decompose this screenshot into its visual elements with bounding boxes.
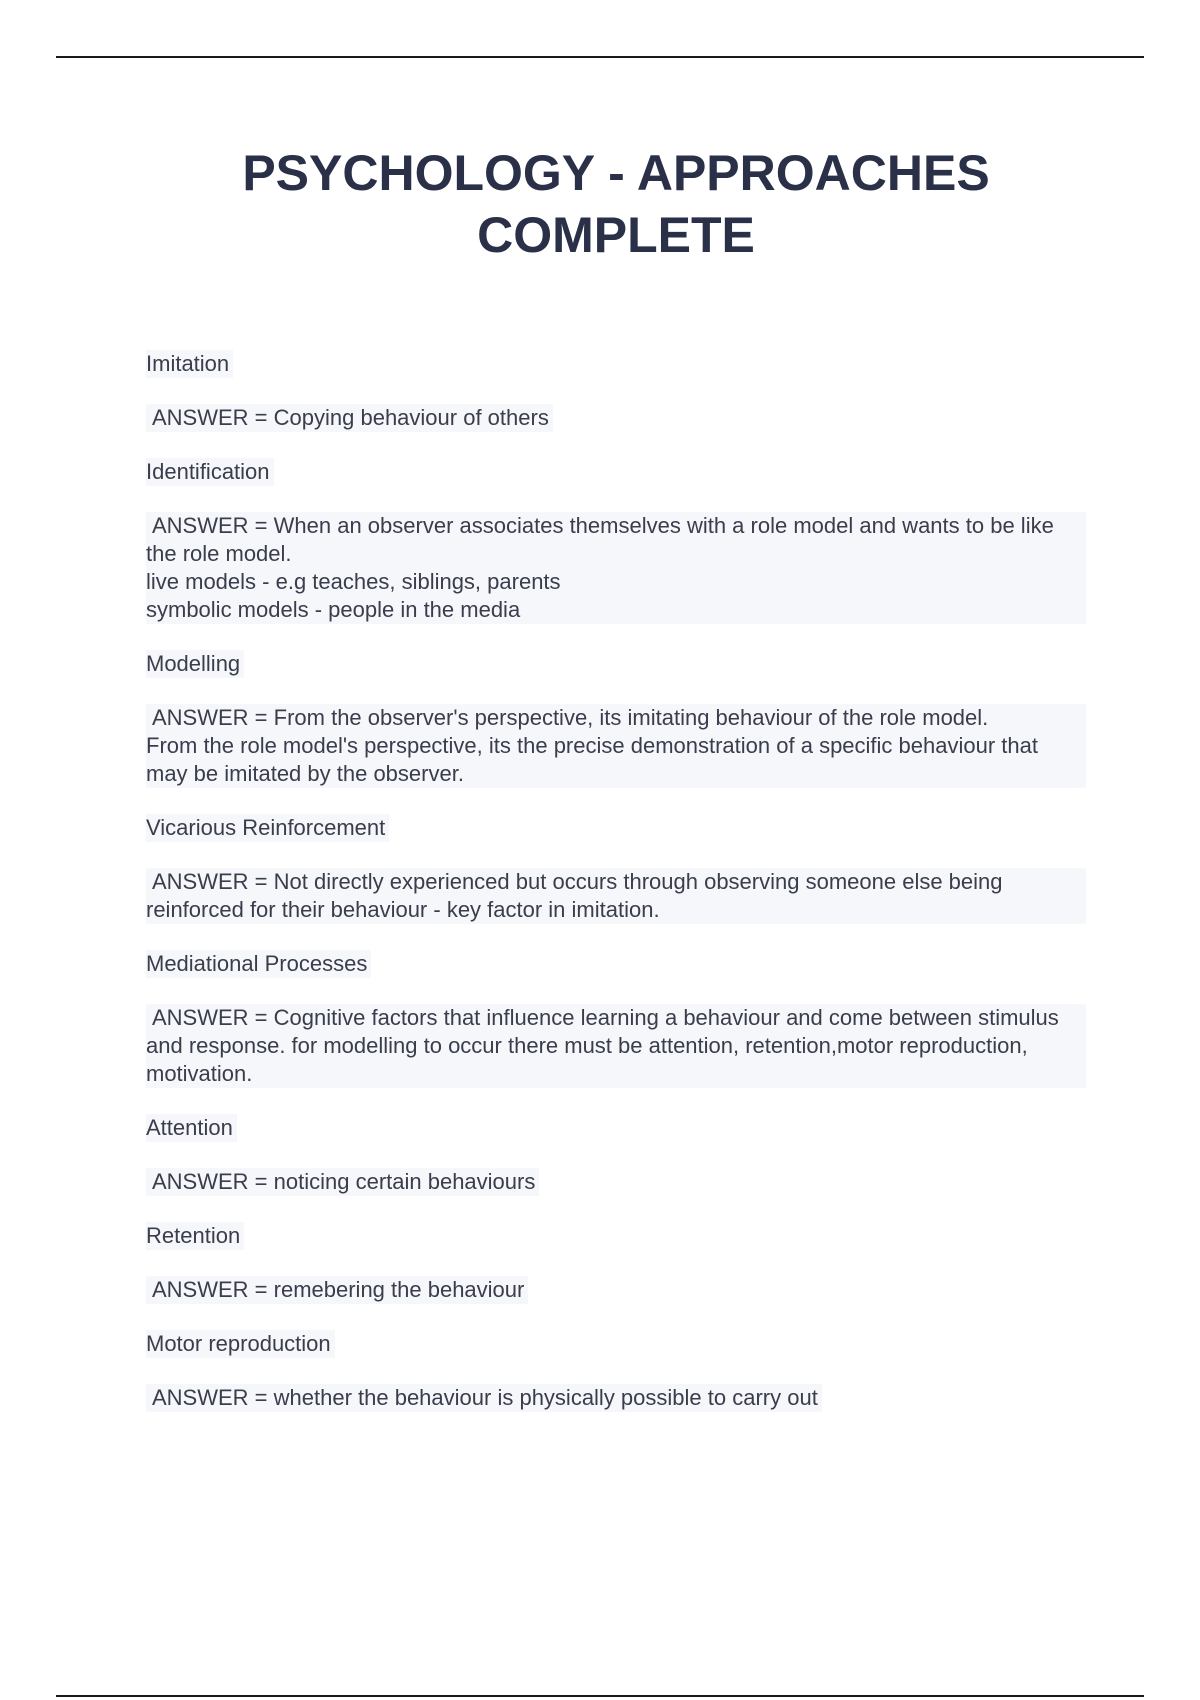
bottom-rule — [56, 1695, 1144, 1697]
answer-text: Cognitive factors that influence learning a behaviour and come between stimulus and response. for modelling to occur there must be attention, retention,motor reproduction, motivation. — [146, 1005, 1059, 1086]
term: Motor reproduction — [146, 1330, 335, 1358]
answer — [146, 1168, 539, 1196]
answer — [146, 1276, 528, 1304]
answer-text: remebering the behaviour — [273, 1277, 525, 1302]
top-rule — [56, 56, 1144, 58]
answer-text: whether the behaviour is physically possible to carry out — [273, 1385, 818, 1410]
answer-prefix: ANSWER = — [152, 1277, 274, 1302]
term: Imitation — [146, 350, 233, 378]
answer-prefix: ANSWER = — [152, 869, 274, 894]
qa-item — [146, 458, 1086, 650]
answer — [146, 512, 1086, 624]
page-title-line2: COMPLETE — [477, 207, 755, 263]
page-title — [0, 142, 1200, 266]
answer-text: Not directly experienced but occurs through observing someone else being reinforced for their behaviour - key factor in imitation. — [146, 869, 1003, 922]
answer-prefix: ANSWER = — [152, 405, 274, 430]
answer-text: noticing certain behaviours — [273, 1169, 536, 1194]
answer-text: When an observer associates themselves with a role model and wants to be like the role model. live models - e.g teaches, siblings, parents symbolic models - people in the media — [146, 513, 1054, 622]
answer — [146, 868, 1086, 924]
qa-item — [146, 1114, 1086, 1222]
qa-item — [146, 1222, 1086, 1330]
page-title-line1: PSYCHOLOGY - APPROACHES — [242, 145, 990, 201]
qa-list — [146, 350, 1086, 1438]
term: Vicarious Reinforcement — [146, 814, 389, 842]
answer-prefix: ANSWER = — [152, 513, 274, 538]
term: Retention — [146, 1222, 244, 1250]
answer-text: Copying behaviour of others — [273, 405, 549, 430]
term: Attention — [146, 1114, 237, 1142]
term: Modelling — [146, 650, 244, 678]
answer — [146, 1004, 1086, 1088]
term: Mediational Processes — [146, 950, 371, 978]
answer — [146, 1384, 822, 1412]
answer — [146, 704, 1086, 788]
answer-text: From the observer's perspective, its imitating behaviour of the role model. From the role model's perspective, its the precise demonstration of a specific behaviour that may be imitated by the observer. — [146, 705, 1038, 786]
qa-item — [146, 650, 1086, 814]
answer — [146, 404, 553, 432]
qa-item — [146, 950, 1086, 1114]
answer-prefix: ANSWER = — [152, 1169, 274, 1194]
qa-item — [146, 1330, 1086, 1438]
answer-prefix: ANSWER = — [152, 705, 274, 730]
qa-item — [146, 350, 1086, 458]
qa-item — [146, 814, 1086, 950]
answer-prefix: ANSWER = — [152, 1385, 274, 1410]
term: Identification — [146, 458, 274, 486]
answer-prefix: ANSWER = — [152, 1005, 274, 1030]
